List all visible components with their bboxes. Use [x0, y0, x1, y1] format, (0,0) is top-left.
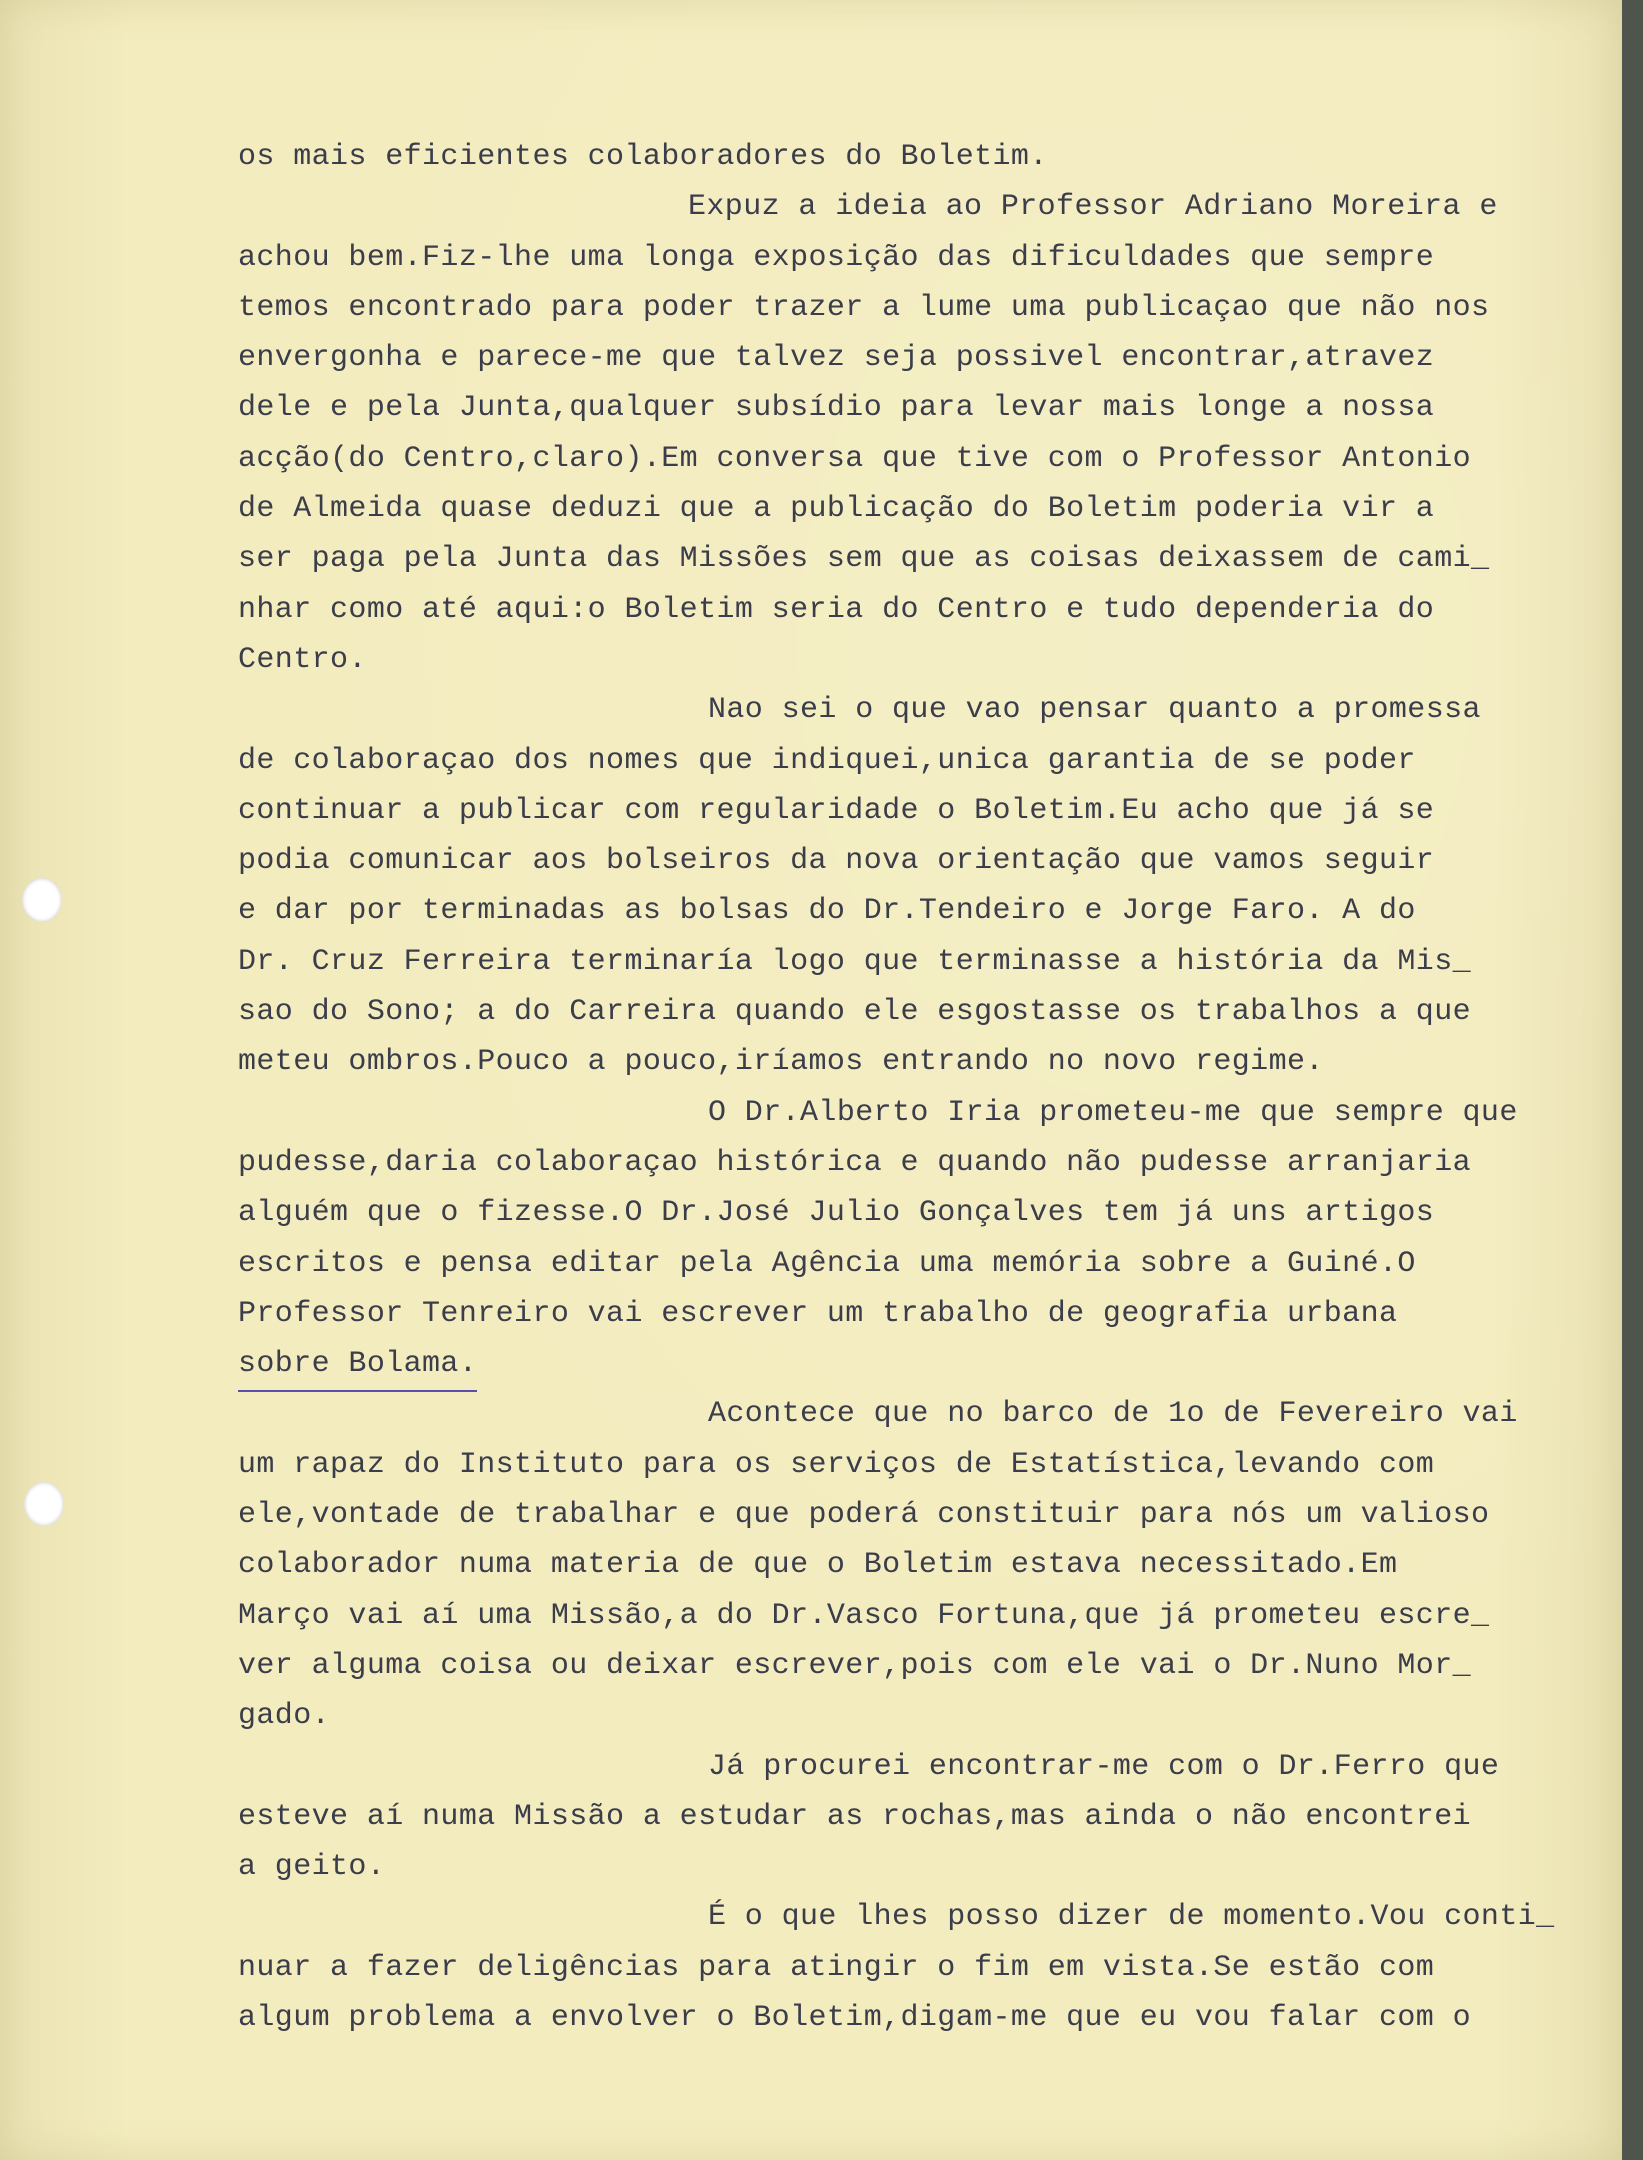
text-line: Centro. [238, 642, 367, 677]
text-line: escritos e pensa editar pela Agência uma memória sobre a Guiné.O [238, 1246, 1416, 1281]
text-line: temos encontrado para poder trazer a lume uma publicaçao que não nos [238, 290, 1490, 325]
text-line: nuar a fazer deligências para atingir o fim em vista.Se estão com [238, 1950, 1435, 1985]
text-line: É o que lhes posso dizer de momento.Vou conti_ [708, 1900, 1555, 1935]
text-line: Expuz a ideia ao Professor Adriano Moreira e [688, 190, 1498, 225]
text-line: Dr. Cruz Ferreira terminaría logo que terminasse a história da Mis_ [238, 944, 1471, 979]
text-line: esteve aí numa Missão a estudar as rochas,mas ainda o não encontrei [238, 1799, 1471, 1834]
scan-background-edge [1622, 0, 1643, 2160]
text-line: continuar a publicar com regularidade o Boletim.Eu acho que já se [238, 793, 1435, 828]
text-line: nhar como até aqui:o Boletim seria do Centro e tudo dependeria do [238, 592, 1435, 627]
text-line: Já procurei encontrar-me com o Dr.Ferro que [708, 1749, 1500, 1784]
text-line: gado. [238, 1699, 331, 1734]
text-line: Professor Tenreiro vai escrever um trabalho de geografia urbana [238, 1296, 1398, 1331]
punch-hole [24, 1482, 64, 1526]
text-line: alguém que o fizesse.O Dr.José Julio Gonçalves tem já uns artigos [238, 1196, 1435, 1231]
text-line: de colaboraçao dos nomes que indiquei,unica garantia de se poder [238, 743, 1416, 778]
text-line: O Dr.Alberto Iria prometeu-me que sempre que [708, 1095, 1518, 1130]
text-line: Nao sei o que vao pensar quanto a promessa [708, 693, 1481, 728]
text-line: sao do Sono; a do Carreira quando ele esgostasse os trabalhos a que [238, 995, 1471, 1030]
text-line: e dar por terminadas as bolsas do Dr.Tendeiro e Jorge Faro. A do [238, 894, 1416, 929]
text-line: a geito. [238, 1850, 386, 1885]
text-line: podia comunicar aos bolseiros da nova orientação que vamos seguir [238, 844, 1435, 879]
text-line: de Almeida quase deduzi que a publicação do Boletim poderia vir a [238, 492, 1435, 527]
text-line: pudesse,daria colaboraçao histórica e quando não pudesse arranjaria [238, 1145, 1471, 1180]
text-line: achou bem.Fiz-lhe uma longa exposição das dificuldades que sempre [238, 240, 1435, 275]
text-line: Acontece que no barco de 1o de Fevereiro vai [708, 1397, 1518, 1432]
letter-body [238, 132, 1618, 2043]
text-line: Março vai aí uma Missão,a do Dr.Vasco Fortuna,que já prometeu escre_ [238, 1598, 1490, 1633]
text-line: meteu ombros.Pouco a pouco,iríamos entrando no novo regime. [238, 1045, 1324, 1080]
text-line: envergonha e parece-me que talvez seja possivel encontrar,atravez [238, 341, 1435, 376]
text-line: acção(do Centro,claro).Em conversa que tive com o Professor Antonio [238, 441, 1471, 476]
text-line: ver alguma coisa ou deixar escrever,pois com ele vai o Dr.Nuno Mor_ [238, 1648, 1471, 1683]
text-line: algum problema a envolver o Boletim,digam-me que eu vou falar com o [238, 2000, 1471, 2035]
text-line: um rapaz do Instituto para os serviços de Estatística,levando com [238, 1447, 1435, 1482]
punch-hole [22, 878, 62, 922]
text-line: os mais eficientes colaboradores do Boletim. [238, 140, 1048, 174]
text-line: colaborador numa materia de que o Boletim estava necessitado.Em [238, 1548, 1398, 1583]
text-line: dele e pela Junta,qualquer subsídio para levar mais longe a nossa [238, 391, 1435, 426]
text-line: sobre Bolama. [238, 1339, 1618, 1389]
text-line: ele,vontade de trabalhar e que poderá constituir para nós um valioso [238, 1498, 1490, 1533]
text-line: ser paga pela Junta das Missões sem que as coisas deixassem de cami_ [238, 542, 1490, 577]
